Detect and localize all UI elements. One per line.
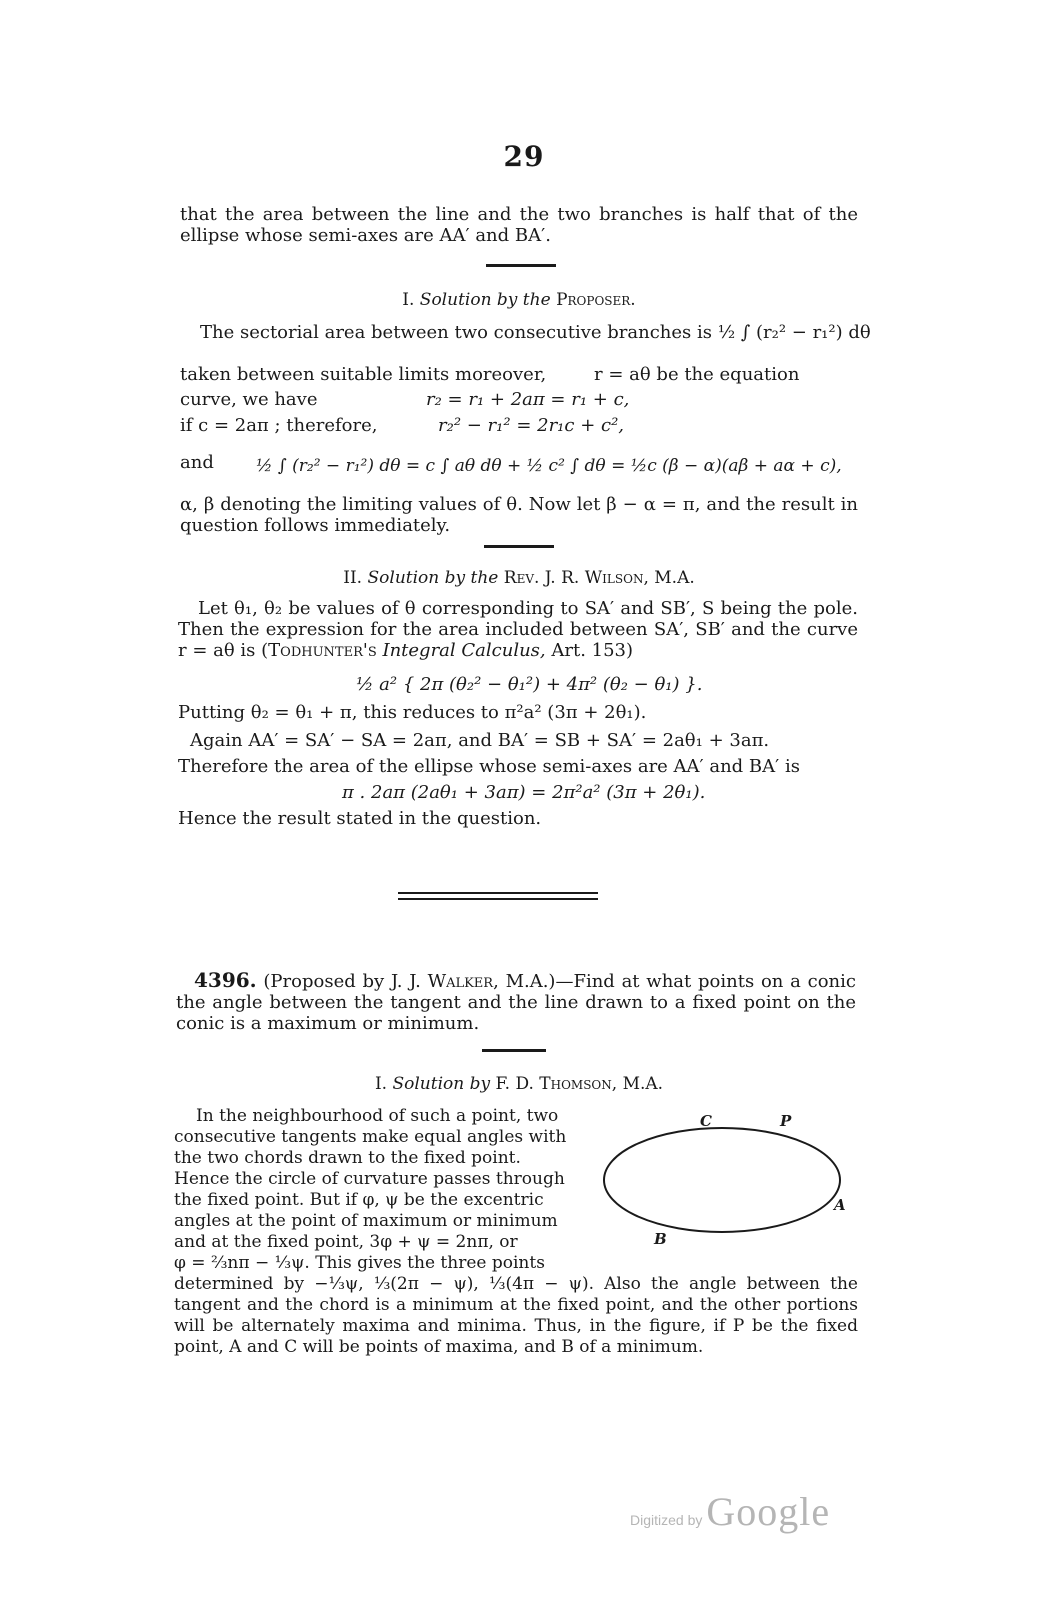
figure-label-a: A bbox=[834, 1196, 846, 1214]
solution-1-conclusion: α, β denoting the limiting values of θ. Now let β − α = π, and the result in question follows immediately. bbox=[180, 494, 858, 536]
reference-article: Art. 153) bbox=[551, 640, 634, 661]
wrap-line: In the neighbourhood of such a point, two bbox=[196, 1106, 559, 1126]
solution-2-paragraph-1-text: Let θ₁, θ₂ be values of θ corresponding to SA′ and SB′, S being the pole. Then the expression for the area included between SA′, SB′ and the curve r = aθ is ( bbox=[178, 598, 858, 661]
wrap-line: angles at the point of maximum or minimum bbox=[174, 1211, 558, 1231]
figure-label-b: B bbox=[654, 1230, 667, 1248]
solution-1-line-5a: and bbox=[180, 452, 214, 473]
solution-3-heading-italic: Solution by bbox=[392, 1074, 491, 1094]
solution-1-line-2b: r = aθ be the equation bbox=[594, 364, 800, 385]
wrap-line: and at the fixed point, 3φ + ψ = 2nπ, or bbox=[174, 1232, 518, 1252]
problem-proposer-prefix: (Proposed by J. J. bbox=[263, 971, 421, 992]
solution-2-paragraph-3: Again AA′ = SA′ − SA = 2aπ, and BA′ = SB + SA′ = 2aθ₁ + 3aπ. bbox=[190, 730, 770, 751]
solution-1-line-1: The sectorial area between two consecutive branches is ½ ∫ (r₂² − r₁²) dθ bbox=[200, 322, 871, 343]
digitized-watermark bbox=[630, 1488, 830, 1535]
solution-1-line-2a: taken between suitable limits moreover, bbox=[180, 364, 547, 385]
wrap-line: consecutive tangents make equal angles with bbox=[174, 1127, 567, 1147]
intro-paragraph: that the area between the line and the two branches is half that of the ellipse whose semi-axes are AA′ and BA′. bbox=[180, 204, 858, 246]
watermark-prefix: Digitized by bbox=[630, 1512, 703, 1528]
solution-1-heading-italic: Solution by the bbox=[419, 290, 551, 310]
solution-1-line-4a: if c = 2aπ ; therefore, bbox=[180, 415, 378, 436]
solution-1-author: Proposer. bbox=[556, 290, 636, 310]
solution-3-number: I. bbox=[374, 1074, 388, 1094]
section-rule bbox=[482, 1049, 546, 1052]
solution-2-paragraph-4: Therefore the area of the ellipse whose semi-axes are AA′ and BA′ is bbox=[178, 756, 800, 777]
reference-author: Todhunter's bbox=[268, 640, 377, 661]
solution-1-heading bbox=[180, 290, 858, 310]
solution-2-equation-2: π . 2aπ (2aθ₁ + 3aπ) = 2π²a² (3π + 2θ₁). bbox=[342, 782, 706, 803]
solution-1-line-3a: curve, we have bbox=[180, 389, 318, 410]
section-rule bbox=[484, 545, 554, 548]
solution-1-number: I. bbox=[402, 290, 415, 310]
section-rule bbox=[486, 264, 556, 267]
solution-3-full-text: determined by −⅓ψ, ⅓(2π − ψ), ⅓(4π − ψ). Also the angle between the tangent and the chord is a minimum at the fixed point, and the other portions will be alternately maxima and minima. Thus, in the figure, if P be the fixed point, A and C will be points of maxima, and B of a minimum. bbox=[174, 1274, 858, 1357]
wrap-line: Hence the circle of curvature passes through bbox=[174, 1169, 565, 1189]
ellipse-figure bbox=[598, 1106, 858, 1256]
wrap-line: the two chords drawn to the fixed point. bbox=[174, 1148, 521, 1168]
solution-2-paragraph-5: Hence the result stated in the question. bbox=[178, 808, 542, 829]
solution-2-number: II. bbox=[343, 568, 363, 588]
solution-1-line-4b: r₂² − r₁² = 2r₁c + c², bbox=[438, 415, 625, 436]
problem-number: 4396. bbox=[194, 968, 257, 992]
solution-2-heading-italic: Solution by the bbox=[367, 568, 499, 588]
solution-2-heading bbox=[180, 568, 858, 588]
problem-statement: M.A.)—Find at what points on a conic the angle between the tangent and the line drawn to a fixed point on the conic is a maximum or minimum. bbox=[176, 971, 856, 1034]
double-rule-top bbox=[398, 892, 598, 894]
watermark-brand: Google bbox=[706, 1489, 831, 1534]
double-rule-bottom bbox=[398, 898, 598, 900]
page-number: 29 bbox=[503, 140, 545, 173]
solution-1-line-3b: r₂ = r₁ + 2aπ = r₁ + c, bbox=[426, 389, 630, 410]
wrap-line: φ = ⅔nπ − ⅓ψ. This gives the three points bbox=[174, 1253, 545, 1273]
problem-proposer-name: Walker, bbox=[427, 971, 499, 992]
solution-2-equation-1: ½ a² { 2π (θ₂² − θ₁²) + 4π² (θ₂ − θ₁) }. bbox=[356, 674, 703, 695]
reference-work: Integral Calculus, bbox=[382, 640, 546, 661]
problem-4396 bbox=[176, 970, 856, 1034]
figure-label-c: C bbox=[700, 1112, 712, 1130]
conic-ellipse bbox=[604, 1128, 840, 1232]
wrap-line: the fixed point. But if φ, ψ be the excentric bbox=[174, 1190, 544, 1210]
solution-1-equation: ½ ∫ (r₂² − r₁²) dθ = c ∫ aθ dθ + ½ c² ∫ dθ = ½c (β − α)(aβ + aα + c), bbox=[256, 456, 842, 476]
figure-label-p: P bbox=[780, 1112, 792, 1130]
solution-3-heading bbox=[180, 1074, 858, 1094]
solution-3-author: F. D. Thomson, M.A. bbox=[495, 1074, 664, 1094]
solution-2-author: Rev. J. R. Wilson, M.A. bbox=[503, 568, 695, 588]
solution-2-paragraph-1 bbox=[178, 598, 858, 661]
solution-2-paragraph-2: Putting θ₂ = θ₁ + π, this reduces to π²a² (3π + 2θ₁). bbox=[178, 702, 647, 723]
